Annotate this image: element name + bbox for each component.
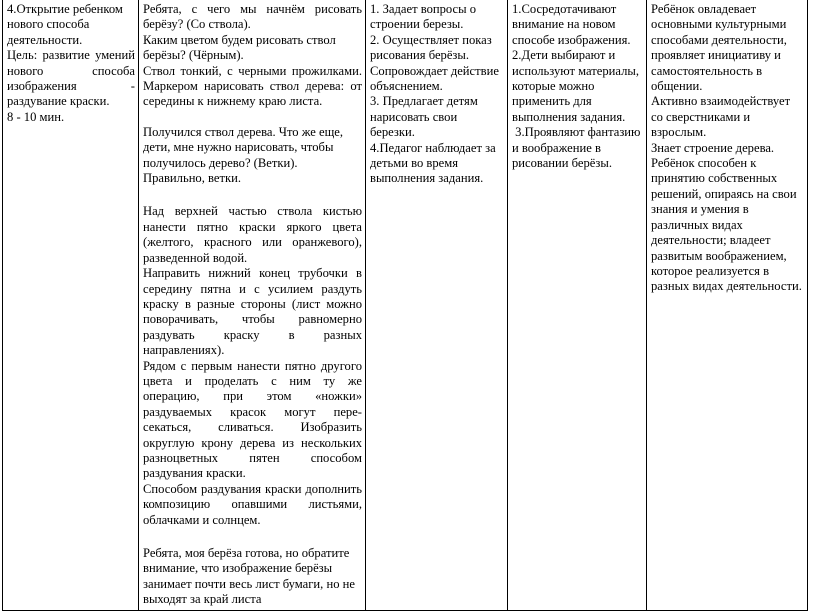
outcome: Ребёнок способен к принятию собственных решений, опираясь на свои знания и умения в различных видах деятельности; владеет развитым воображением, которое реализуется в разных видах деятельности. <box>651 156 802 294</box>
stage-goal: Цель: развитие умений нового способа изображения - раздувание краски. <box>7 48 135 109</box>
teacher-action: 4.Педагог наблюдает за детьми во время выполнения задания. <box>370 140 496 186</box>
stage-title: 4.Открытие ребенком нового способа деятельности. <box>7 2 123 47</box>
outcome: Знает строение дерева. <box>651 140 775 155</box>
teacher-action: 1. Задает вопросы о строении березы. <box>370 2 477 32</box>
content-paragraph: Способом раздувания краски дополнить композицию опавшими листьями, облачками и солнцем. <box>143 481 362 527</box>
content-paragraph: Рядом с первым нанести пятно другого цвета и проделать с ним ту же операцию, при этом «ножки» раздуваемых красок могут пере-секаться, сливаться. Изобразить округлую крону дерева из нескольких разноцветных пятен способом раздувания краски. <box>143 358 362 481</box>
children-actions-cell <box>508 0 647 610</box>
content-paragraph: Ребята, с чего мы начнём рисовать берёзу? (Со ствола). <box>143 2 362 32</box>
children-action: 1.Сосредотачивают внимание на новом способе изображения. <box>512 2 631 47</box>
children-action: 3.Проявляют фантазию и воображение в рисовании берёзы. <box>512 125 644 171</box>
table-row <box>3 0 808 610</box>
outcome: Активно взаимодействует со сверстниками и взрослым. <box>651 94 791 140</box>
content-paragraph: Направить нижний конец трубочки в середину пятна и с усилием раздуть краску в разные стороны (лист можно поворачивать, чтобы равномерно раздувать краску в разных направлениях). <box>143 266 362 358</box>
content-paragraph: Ствол тонкий, с черными прожилками. Маркером нарисовать ствол дерева: от середины к нижнему краю листа. <box>143 63 362 109</box>
content-paragraph: Над верхней частью ствола кистью нанести пятно краски яркого цвета (желтого, красного или оранжевого), разведенной водой. <box>143 204 362 265</box>
content-paragraph: Каким цветом будем рисовать ствол берёзы? (Чёрным). <box>143 32 336 63</box>
content-cell <box>139 0 366 610</box>
teacher-action: 3. Предлагает детям нарисовать свои березки. <box>370 94 478 140</box>
stage-cell <box>3 0 139 610</box>
stage-duration: 8 - 10 мин. <box>7 109 65 124</box>
outcome: Ребёнок овладевает основными культурными способами деятельности, проявляет инициативу и самостоятельность в общении. <box>651 2 787 94</box>
outcomes-cell <box>647 0 808 610</box>
content-paragraph: Ребята, моя берёза готова, но обратите внимание, что изображение берёзы занимает почти весь лист бумаги, но не выходят за край листа <box>143 546 355 607</box>
teacher-actions-cell <box>366 0 508 610</box>
lesson-plan-table <box>2 0 808 611</box>
children-action: 2.Дети выбирают и используют материалы, которые можно применить для выполнения задания. <box>512 48 640 124</box>
content-paragraph: Получился ствол дерева. Что же еще, дети, мне нужно нарисовать, чтобы получилось дерево? (Ветки). Правильно, ветки. <box>143 124 344 186</box>
teacher-action: 2. Осуществляет показ рисования берёзы. Сопровождает действие объяснением. <box>370 32 499 94</box>
